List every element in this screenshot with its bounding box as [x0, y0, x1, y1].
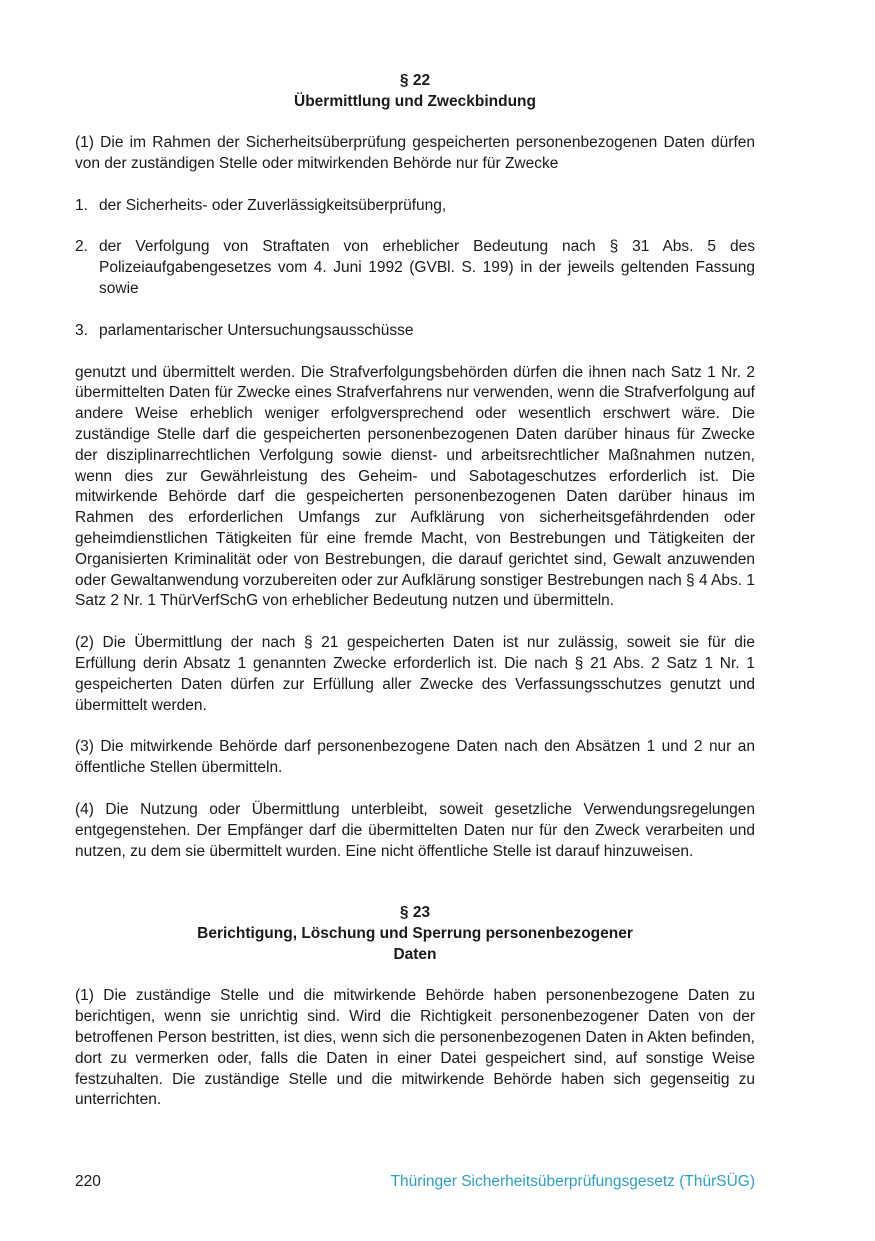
section-title-line-1: Berichtigung, Löschung und Sperrung personenbezogener	[197, 925, 633, 943]
document-page	[75, 70, 755, 1111]
list-item-text: parlamentarischer Untersuchungsausschüsse	[99, 321, 414, 339]
paragraph-1-continuation: genutzt und übermittelt werden. Die Strafverfolgungsbehörden dürfen die ihnen nach Satz 1 Nr. 2 übermittelten Daten für Zwecke eines Strafverfahrens nur verwenden, wenn die Strafverfolgung auf andere Weise erheblich weniger erfolgversprechend oder wesentlich erschwert wäre. Die zuständige Stelle darf die gespeicherten personenbezogenen Daten darüber hinaus für Zwecke der disziplinarrechtlichen Verfolgung sowie dienst- und arbeitsrechtlicher Maßnahmen nutzen, wenn dies zur Gewährleistung des Geheim- und Sabotageschutzes erforderlich ist. Die mitwirkende Behörde darf die gespeicherten personenbezogenen Daten darüber hinaus im Rahmen des erforderlichen Umfangs zur Aufklärung von sicherheitsgefährdenden oder geheimdienstlichen Tätigkeiten für eine fremde Macht, von Bestrebungen und Tätigkeiten der Organisierten Kriminalität oder von Bestrebungen, die darauf gerichtet sind, Gewalt anzuwenden oder Gewaltanwendung vorzubereiten oder zur Aufklärung sonstiger Bestrebungen nach § 4 Abs. 1 Satz 2 Nr. 1 ThürVerfSchG von erheblicher Bedeutung nutzen und übermitteln.	[75, 363, 755, 610]
paragraph-3: (3) Die mitwirkende Behörde darf personenbezogene Daten nach den Absätzen 1 und 2 nur an öffentliche Stellen übermitteln.	[75, 738, 755, 777]
list-item-number: 2.	[75, 238, 88, 256]
section-title-line-2: Daten	[393, 946, 437, 964]
paragraph-2: (2) Die Übermittlung der nach § 21 gespeicherten Daten ist nur zulässig, soweit sie für die Erfüllung derin Absatz 1 genannten Zwecke erforderlich ist. Die nach § 21 Abs. 2 Satz 1 Nr. 1 gespeicherten Daten dürfen zur Erfüllung aller Zwecke des Verfassungsschutzes genutzt und übermittelt werden.	[75, 634, 755, 714]
section-title: Übermittlung und Zweckbindung	[294, 93, 536, 110]
list-item-text: der Verfolgung von Straftaten von erheblicher Bedeutung nach § 31 Abs. 5 des Polizeiaufgabengesetzes vom 4. Juni 1992 (GVBl. S. 199) in der jeweils geltenden Fassung sowie	[99, 238, 755, 297]
running-title: Thüringer Sicherheitsüberprüfungsgesetz (ThürSÜG)	[390, 1173, 755, 1190]
list-item	[75, 321, 755, 342]
paragraph-4: (4) Die Nutzung oder Übermittlung unterbleibt, soweit gesetzliche Verwendungsregelungen entgegenstehen. Der Empfänger darf die übermittelten Daten nur für den Zweck verarbeiten und nutzen, zu dem sie übermittelt wurden. Eine nicht öffentliche Stelle ist darauf hinzuweisen.	[75, 800, 755, 860]
section-23-paragraph-1: (1) Die zuständige Stelle und die mitwirkende Behörde haben personenbezogene Daten zu berichtigen, wenn sie unrichtig sind. Wird die Richtigkeit personenbezogener Daten von der betroffenen Person bestritten, ist dies, wenn sich die personenbezogenen Daten in Akten befinden, dort zu vermerken oder, falls die Daten in einer Datei gespeichert sind, auf sonstige Weise festzuhalten. Die zuständige Stelle und die mitwirkende Behörde haben sich gegenseitig zu unterrichten.	[75, 987, 755, 1109]
section-22-heading	[75, 70, 755, 112]
list-item-text: der Sicherheits- oder Zuverlässigkeitsüberprüfung,	[99, 196, 447, 214]
section-number: § 22	[399, 72, 431, 89]
list-item	[75, 237, 755, 299]
paragraph-1-intro: (1) Die im Rahmen der Sicherheitsüberprüfung gespeicherten personenbezogenen Daten dürfen von der zuständigen Stelle oder mitwirkenden Behörde nur für Zwecke	[75, 134, 755, 172]
purpose-list	[75, 196, 755, 342]
page-number: 220	[75, 1173, 101, 1190]
list-item	[75, 196, 755, 217]
list-item-number: 3.	[75, 321, 88, 339]
section-number: § 23	[399, 904, 431, 922]
list-item-number: 1.	[75, 196, 88, 214]
section-23-heading	[75, 902, 755, 965]
